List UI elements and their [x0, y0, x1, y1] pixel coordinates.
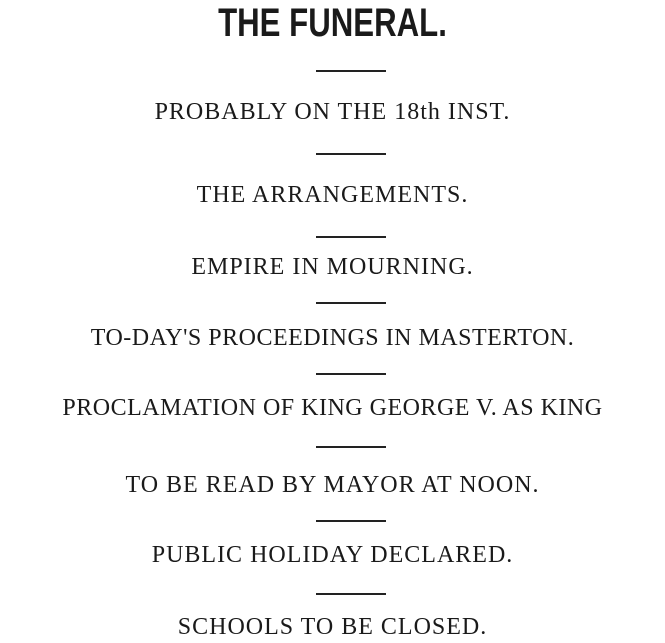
- divider-rule: [316, 593, 386, 595]
- subhead-1: PROBABLY ON THE 18th INST.: [154, 99, 511, 125]
- divider-rule: [316, 373, 386, 375]
- subhead-3: EMPIRE IN MOURNING.: [191, 254, 474, 280]
- subhead-2: THE ARRANGEMENTS.: [196, 182, 469, 208]
- subhead-6: TO BE READ BY MAYOR AT NOON.: [125, 472, 540, 498]
- subhead-8: SCHOOLS TO BE CLOSED.: [177, 614, 488, 640]
- divider-rule: [316, 236, 386, 238]
- subhead-4: TO-DAY'S PROCEEDINGS IN MASTERTON.: [90, 325, 575, 351]
- divider-rule: [316, 302, 386, 304]
- headline: THE FUNERAL.: [218, 1, 447, 45]
- divider-rule: [316, 70, 386, 72]
- divider-rule: [316, 153, 386, 155]
- subhead-5: PROCLAMATION OF KING GEORGE V. AS KING: [62, 395, 603, 421]
- divider-rule: [316, 520, 386, 522]
- divider-rule: [316, 446, 386, 448]
- subhead-7: PUBLIC HOLIDAY DECLARED.: [151, 542, 514, 568]
